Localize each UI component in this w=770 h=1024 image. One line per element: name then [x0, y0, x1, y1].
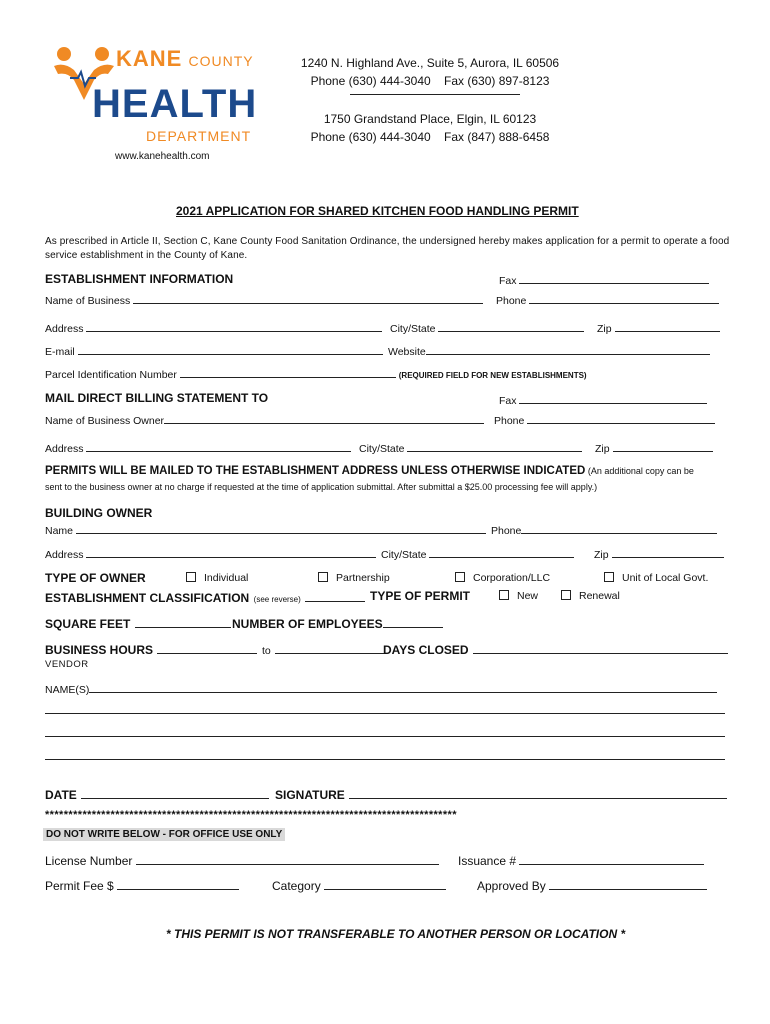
- address-divider: [350, 94, 520, 95]
- billing-phone-field[interactable]: [527, 413, 715, 424]
- corporation-checkbox[interactable]: [455, 572, 465, 582]
- page-title: 2021 APPLICATION FOR SHARED KITCHEN FOOD HANDLING PERMIT: [176, 204, 579, 218]
- office-elgin-address: 1750 Grandstand Place, Elgin, IL 60123: [323, 112, 537, 126]
- owner-name-label: Name of Business Owner: [45, 415, 165, 427]
- approved-by-field[interactable]: [549, 879, 707, 890]
- vendor-line-2[interactable]: [45, 713, 725, 714]
- owner-name-field[interactable]: [164, 413, 484, 424]
- signature-field[interactable]: [349, 788, 727, 799]
- permits-notice: [45, 465, 694, 477]
- vendor-names-label: NAME(S): [45, 684, 90, 696]
- establishment-address-field[interactable]: [86, 321, 382, 332]
- owner-type-label: TYPE OF OWNER: [45, 571, 146, 585]
- billing-fax-label: Fax: [499, 395, 517, 407]
- logo-health: HEALTH: [92, 82, 258, 126]
- building-owner-phone-label: Phone: [491, 525, 522, 537]
- employees-field[interactable]: [383, 617, 443, 628]
- corporation-label: Corporation/LLC: [473, 572, 551, 584]
- date-field[interactable]: [81, 788, 269, 799]
- billing-city-label: City/State: [359, 443, 405, 455]
- establishment-heading: ESTABLISHMENT INFORMATION: [45, 272, 234, 286]
- establishment-phone-field[interactable]: [529, 293, 719, 304]
- signature-label: SIGNATURE: [275, 788, 345, 802]
- business-name-label: Name of Business: [45, 295, 131, 307]
- office-elgin-phone: Phone (630) 444-3040: [310, 130, 431, 144]
- permit-type-new[interactable]: [499, 590, 538, 602]
- building-owner-address-field[interactable]: [86, 547, 376, 558]
- establishment-city-field[interactable]: [438, 321, 584, 332]
- date-label: DATE: [45, 788, 77, 802]
- billing-heading: MAIL DIRECT BILLING STATEMENT TO: [45, 391, 269, 405]
- establishment-fax-label: Fax: [499, 275, 517, 287]
- license-number-label: License Number: [45, 854, 133, 868]
- business-name-field[interactable]: [133, 293, 483, 304]
- establishment-zip-label: Zip: [597, 323, 612, 335]
- office-elgin-fax: Fax (847) 888-6458: [444, 130, 550, 144]
- parcel-label: Parcel Identification Number: [45, 369, 177, 381]
- permit-fee-label: Permit Fee $: [45, 879, 114, 893]
- classification-field[interactable]: [305, 591, 365, 602]
- office-aurora: [300, 54, 560, 90]
- website-label: Website: [388, 346, 426, 358]
- billing-fax-field[interactable]: [519, 393, 707, 404]
- building-owner-name-field[interactable]: [76, 523, 486, 534]
- email-label: E-mail: [45, 346, 75, 358]
- permit-type-label: TYPE OF PERMIT: [370, 589, 471, 603]
- permits-notice-rest2: sent to the business owner at no charge if requested at the time of application submittal. After submittal a $25.00 processing fee will apply.): [45, 482, 598, 492]
- new-label: New: [517, 590, 539, 602]
- issuance-label: Issuance #: [458, 854, 517, 868]
- permit-fee-field[interactable]: [117, 879, 239, 890]
- billing-zip-label: Zip: [595, 443, 610, 455]
- building-owner-zip-label: Zip: [594, 549, 609, 561]
- classification-label: ESTABLISHMENT CLASSIFICATION: [45, 591, 250, 605]
- building-owner-heading: BUILDING OWNER: [45, 506, 153, 520]
- establishment-fax-field[interactable]: [519, 273, 709, 284]
- office-elgin: [300, 110, 560, 146]
- building-owner-city-field[interactable]: [429, 547, 574, 558]
- kane-county-health-logo: [50, 44, 258, 148]
- government-label: Unit of Local Govt.: [622, 572, 709, 584]
- category-label: Category: [272, 879, 321, 893]
- parcel-required-note: (REQUIRED FIELD FOR NEW ESTABLISHMENTS): [398, 371, 587, 380]
- permits-notice-rest1: (An additional copy can be: [587, 466, 694, 476]
- email-field[interactable]: [78, 344, 383, 355]
- intro-paragraph: As prescribed in Article II, Section C, Kane County Food Sanitation Ordinance, the undersigned hereby makes application for a permit to operate a food service establishment in the County of Kane.: [45, 236, 730, 261]
- approved-by-label: Approved By: [477, 879, 546, 893]
- billing-phone-label: Phone: [494, 415, 525, 427]
- website-url[interactable]: www.kanehealth.com: [115, 151, 210, 162]
- employees-label: NUMBER OF EMPLOYEES: [232, 617, 383, 631]
- building-owner-zip-field[interactable]: [612, 547, 724, 558]
- establishment-phone-label: Phone: [496, 295, 527, 307]
- building-owner-city-label: City/State: [381, 549, 427, 561]
- stars-divider: ****************************************************************************************: [45, 809, 457, 821]
- vendor-line-4[interactable]: [45, 759, 725, 760]
- hours-to-label: to: [261, 645, 271, 657]
- office-use-heading: DO NOT WRITE BELOW - FOR OFFICE USE ONLY: [43, 828, 285, 841]
- license-number-field[interactable]: [136, 854, 439, 865]
- business-hours-label: BUSINESS HOURS: [45, 643, 154, 657]
- establishment-zip-field[interactable]: [615, 321, 720, 332]
- permit-type-renewal[interactable]: [561, 590, 620, 602]
- establishment-address-label: Address: [45, 323, 84, 335]
- logo-kane: KANE: [116, 46, 183, 71]
- government-checkbox[interactable]: [604, 572, 614, 582]
- building-owner-phone-field[interactable]: [521, 523, 717, 534]
- vendor-line-3[interactable]: [45, 736, 725, 737]
- issuance-field[interactable]: [519, 854, 704, 865]
- non-transferable-notice: * THIS PERMIT IS NOT TRANSFERABLE TO ANOTHER PERSON OR LOCATION *: [166, 927, 626, 941]
- owner-type-corporation[interactable]: [455, 572, 550, 584]
- hours-close-field[interactable]: [275, 643, 385, 654]
- partnership-label: Partnership: [336, 572, 390, 584]
- billing-address-label: Address: [45, 443, 84, 455]
- logo-department: DEPARTMENT: [146, 128, 252, 144]
- owner-type-partnership[interactable]: [318, 572, 390, 584]
- individual-label: Individual: [204, 572, 249, 584]
- category-field[interactable]: [324, 879, 446, 890]
- renewal-label: Renewal: [579, 590, 620, 602]
- square-feet-field[interactable]: [135, 617, 231, 628]
- parcel-field[interactable]: [180, 367, 396, 378]
- square-feet-label: SQUARE FEET: [45, 617, 131, 631]
- permits-notice-bold: PERMITS WILL BE MAILED TO THE ESTABLISHMENT ADDRESS UNLESS OTHERWISE INDICATED: [45, 465, 586, 477]
- billing-city-field[interactable]: [407, 441, 582, 452]
- logo-county: COUNTY: [188, 53, 254, 69]
- building-owner-address-label: Address: [45, 549, 84, 561]
- days-closed-label: DAYS CLOSED: [383, 643, 469, 657]
- website-field[interactable]: [426, 344, 710, 355]
- office-aurora-fax: Fax (630) 897-8123: [444, 74, 550, 88]
- owner-type-government[interactable]: [604, 572, 708, 584]
- individual-checkbox[interactable]: [186, 572, 196, 582]
- classification-note: (see reverse): [253, 595, 301, 604]
- hours-open-field[interactable]: [157, 643, 257, 654]
- billing-address-field[interactable]: [86, 441, 351, 452]
- building-owner-name-label: Name: [45, 525, 74, 537]
- establishment-city-label: City/State: [390, 323, 436, 335]
- new-checkbox[interactable]: [499, 590, 509, 600]
- office-aurora-phone: Phone (630) 444-3040: [310, 74, 431, 88]
- renewal-checkbox[interactable]: [561, 590, 571, 600]
- vendor-label: VENDOR: [45, 659, 89, 670]
- billing-zip-field[interactable]: [613, 441, 713, 452]
- partnership-checkbox[interactable]: [318, 572, 328, 582]
- vendor-names-field[interactable]: [89, 682, 717, 693]
- days-closed-field[interactable]: [473, 643, 728, 654]
- office-aurora-address: 1240 N. Highland Ave., Suite 5, Aurora, IL 60506: [300, 56, 560, 70]
- owner-type-individual[interactable]: [186, 572, 248, 584]
